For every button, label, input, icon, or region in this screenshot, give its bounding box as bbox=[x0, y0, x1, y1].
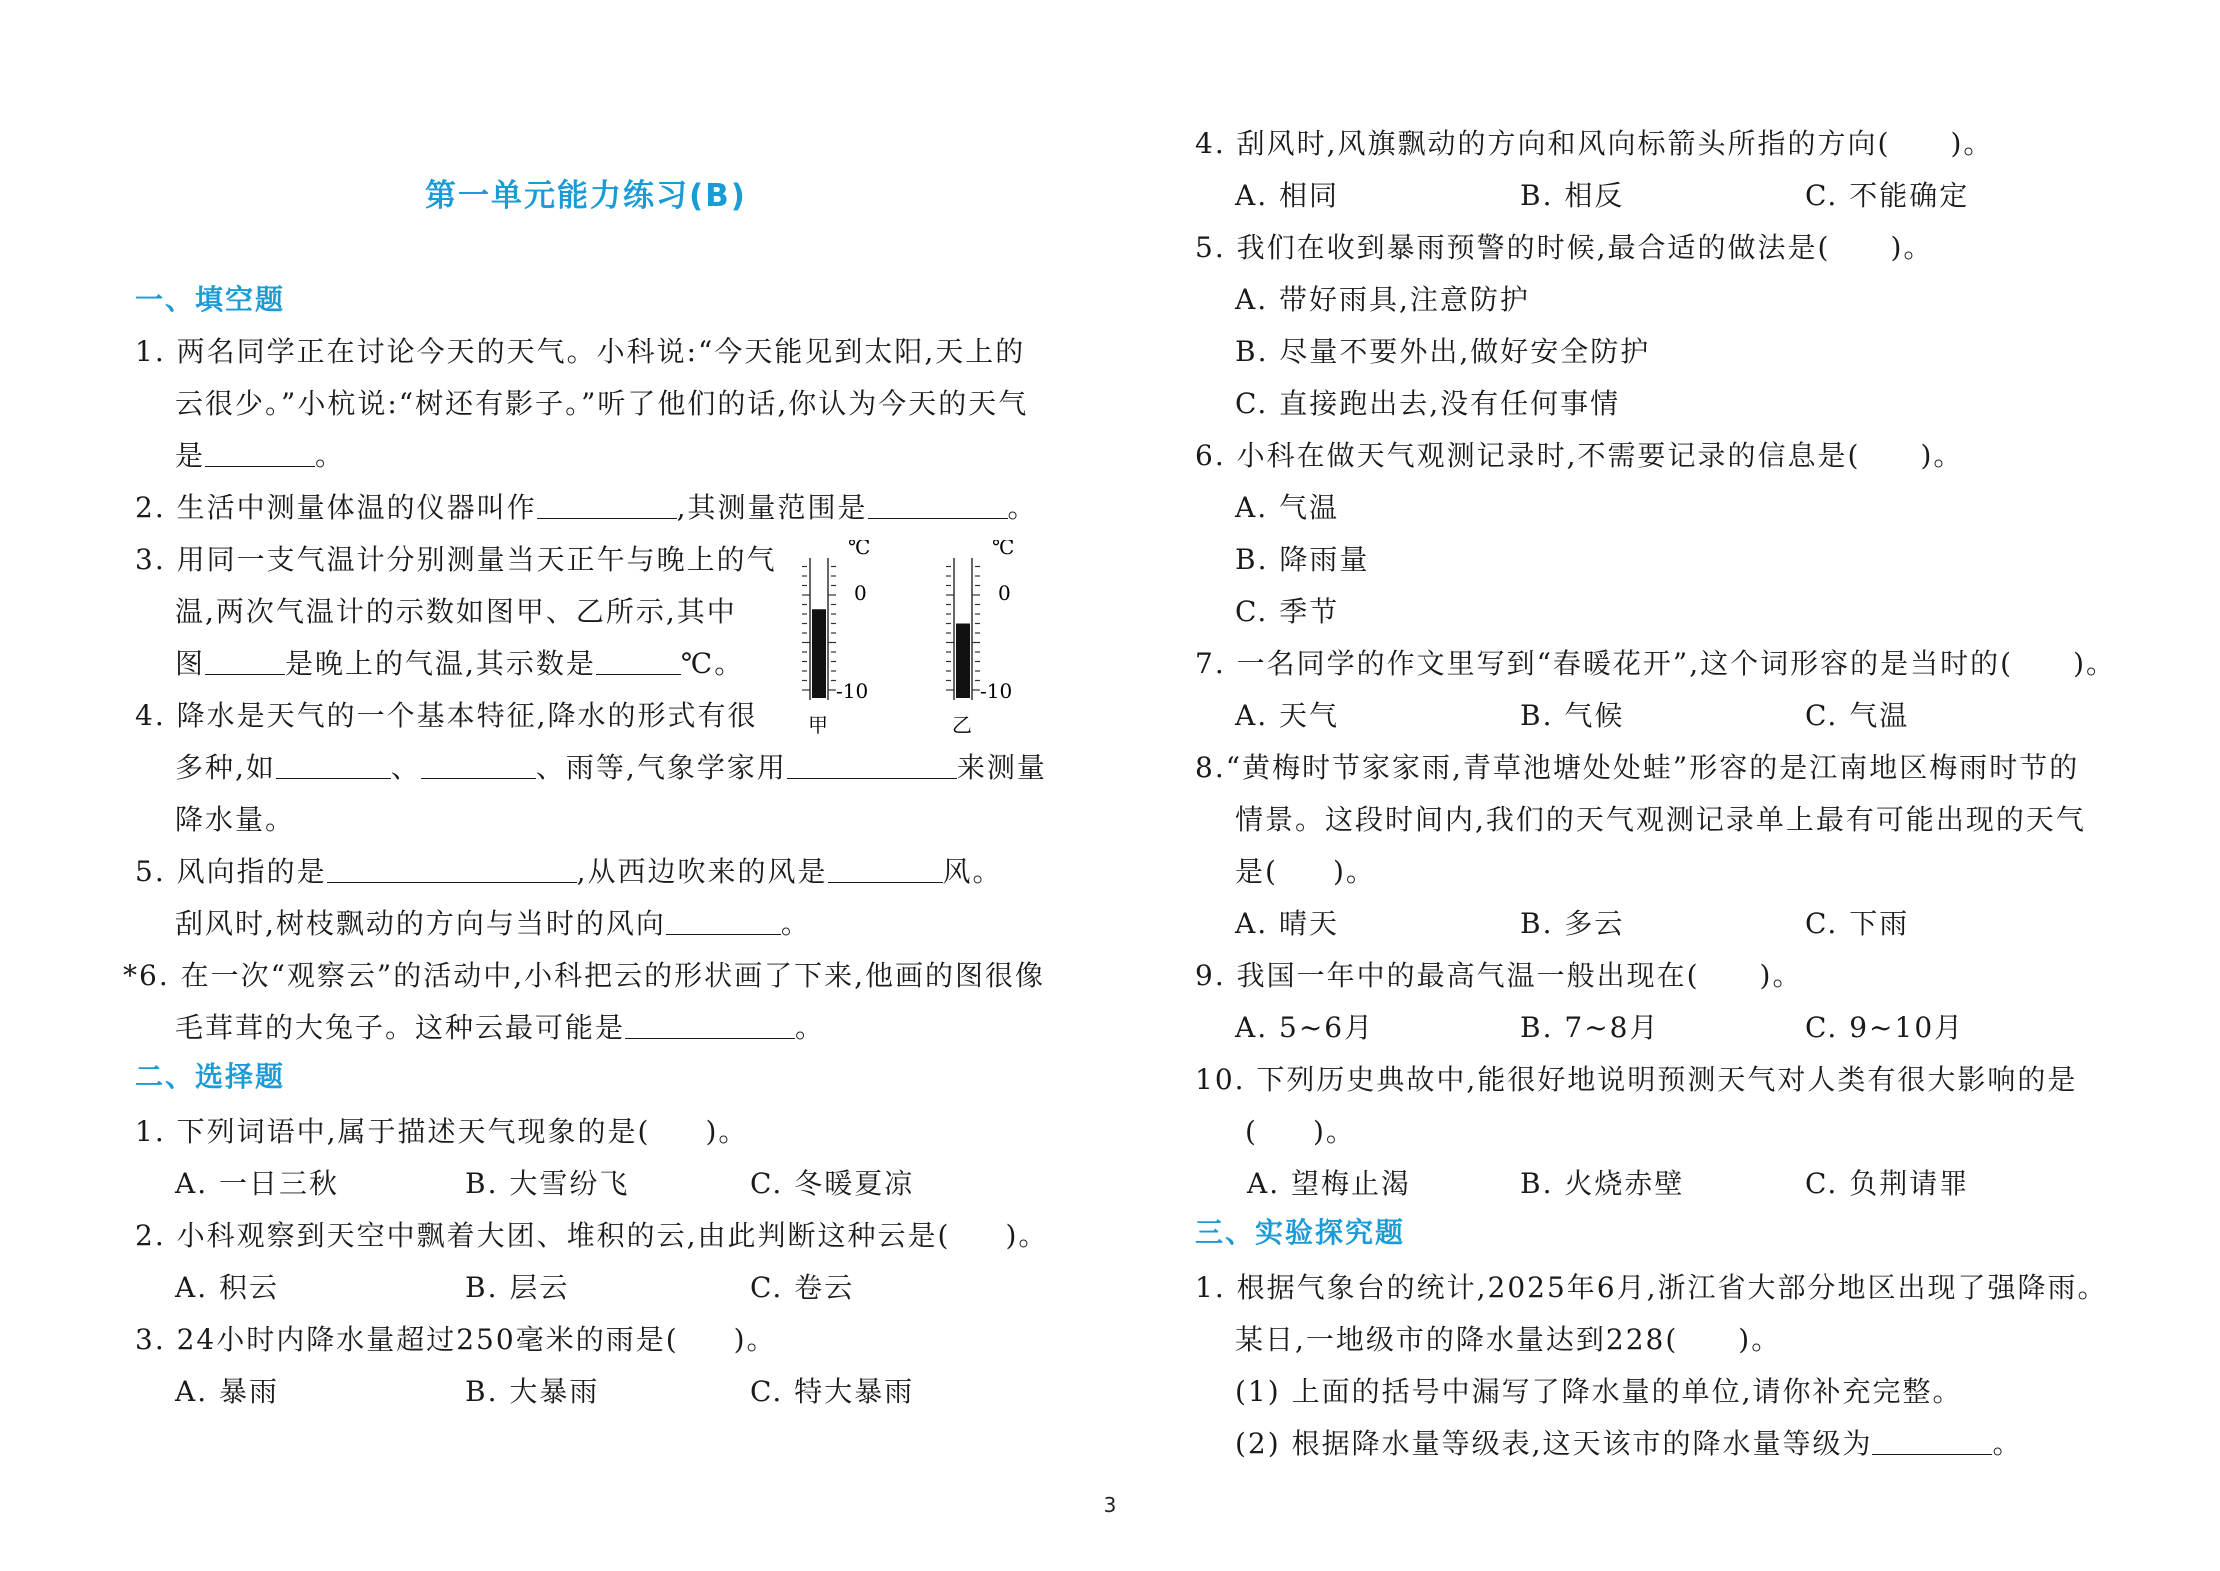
option-c[interactable]: C. 季节 bbox=[1235, 595, 1340, 628]
choice-q1-options bbox=[175, 1167, 1055, 1200]
question-tail: )。 bbox=[2073, 647, 2117, 680]
option-a[interactable]: A. 晴天 bbox=[1235, 907, 1340, 940]
tick-label-zero: 0 bbox=[998, 581, 1011, 605]
tick-label-ten: -10 bbox=[836, 679, 869, 703]
question-tail: )。 bbox=[705, 1115, 749, 1148]
option-b[interactable]: B. 尽量不要外出,做好安全防护 bbox=[1235, 335, 1651, 368]
option-a[interactable]: A. 带好雨具,注意防护 bbox=[1235, 283, 1530, 316]
answer-blank[interactable] bbox=[1872, 1430, 1992, 1455]
unit-label: ℃ bbox=[848, 540, 871, 559]
fill-q1-line3 bbox=[175, 439, 346, 472]
choice-q9-options bbox=[1235, 1011, 2115, 1044]
choice-q1 bbox=[135, 1115, 749, 1148]
mercury-column bbox=[812, 609, 826, 698]
question-text: 是( bbox=[1235, 855, 1278, 888]
option-a[interactable]: A. 望梅止渴 bbox=[1247, 1167, 1412, 1200]
fill-q6-line2 bbox=[175, 1011, 826, 1044]
option-b[interactable]: B. 火烧赤壁 bbox=[1520, 1167, 1685, 1200]
answer-blank[interactable] bbox=[625, 1014, 795, 1039]
question-text: 3. 24小时内降水量超过250毫米的雨是( bbox=[135, 1323, 679, 1356]
question-text: ( bbox=[1245, 1115, 1258, 1148]
choice-q7 bbox=[1195, 647, 2117, 680]
tick-label-zero: 0 bbox=[854, 581, 867, 605]
answer-blank[interactable] bbox=[868, 494, 1008, 519]
option-a[interactable]: A. 气温 bbox=[1235, 491, 1340, 524]
question-tail: )。 bbox=[1738, 1323, 1782, 1356]
option-b[interactable]: B. 降雨量 bbox=[1235, 543, 1370, 576]
experiment-sub1: (1) 上面的括号中漏写了降水量的单位,请你补充完整。 bbox=[1235, 1375, 1963, 1408]
choice-q8-line2: 情景。这段时间内,我们的天气观测记录单上最有可能出现的天气 bbox=[1235, 803, 2086, 836]
question-text: 7. 一名同学的作文里写到“春暖花开”,这个词形容的是当时的( bbox=[1195, 647, 2014, 680]
answer-blank[interactable] bbox=[327, 858, 577, 883]
fill-q4-line2 bbox=[175, 751, 1047, 784]
question-tail: )。 bbox=[1920, 439, 1964, 472]
choice-q5 bbox=[1195, 231, 1934, 264]
fill-period: 。 bbox=[795, 1011, 826, 1044]
option-c[interactable]: C. 不能确定 bbox=[1805, 179, 1970, 212]
fill-q1-text: 是 bbox=[175, 439, 206, 472]
fill-q1-line2: 云很少。”小杭说:“树还有影子。”听了他们的话,你认为今天的天气 bbox=[175, 387, 1029, 420]
option-a[interactable]: A. 一日三秋 bbox=[175, 1167, 340, 1200]
option-c[interactable]: C. 直接跑出去,没有任何事情 bbox=[1235, 387, 1621, 420]
mercury-column bbox=[956, 624, 970, 699]
fill-q3-text-b: 是晚上的气温,其示数是 bbox=[285, 647, 596, 680]
question-text: 某日,一地级市的降水量达到228( bbox=[1235, 1323, 1679, 1356]
answer-blank[interactable] bbox=[205, 442, 315, 467]
answer-blank[interactable] bbox=[596, 650, 681, 675]
option-c[interactable]: C. 气温 bbox=[1805, 699, 1910, 732]
choice-q2 bbox=[135, 1219, 1049, 1252]
answer-blank[interactable] bbox=[666, 910, 781, 935]
choice-q8-line3 bbox=[1235, 855, 1376, 888]
fill-period: 。 bbox=[1007, 491, 1038, 524]
fill-q3-text-a: 图 bbox=[175, 647, 206, 680]
option-b[interactable]: B. 多云 bbox=[1520, 907, 1625, 940]
option-c[interactable]: C. 9~10月 bbox=[1805, 1011, 1965, 1044]
option-a[interactable]: A. 相同 bbox=[1235, 179, 1340, 212]
option-b[interactable]: B. 大雪纷飞 bbox=[465, 1167, 630, 1200]
choice-q10-options bbox=[1247, 1167, 2117, 1200]
option-b[interactable]: B. 相反 bbox=[1520, 179, 1625, 212]
fill-q4-text-b: 、 bbox=[390, 751, 421, 784]
answer-blank[interactable] bbox=[537, 494, 677, 519]
choice-q7-options bbox=[1235, 699, 2115, 732]
tick-label-ten: -10 bbox=[980, 679, 1013, 703]
choice-q4 bbox=[1195, 127, 1994, 160]
option-b[interactable]: B. 大暴雨 bbox=[465, 1375, 600, 1408]
fill-q6-text: 毛茸茸的大兔子。这种云最可能是 bbox=[175, 1011, 626, 1044]
fill-q5-line1 bbox=[135, 855, 1003, 888]
answer-blank[interactable] bbox=[205, 650, 285, 675]
choice-q9 bbox=[1195, 959, 1803, 992]
experiment-q1-line2 bbox=[1235, 1323, 1782, 1356]
question-tail: )。 bbox=[1005, 1219, 1049, 1252]
question-text: 9. 我国一年中的最高气温一般出现在( bbox=[1195, 959, 1700, 992]
choice-q4-options bbox=[1235, 179, 2115, 212]
answer-blank[interactable] bbox=[421, 754, 536, 779]
unit-label: ℃ bbox=[992, 540, 1015, 559]
fill-q3-text-c: ℃。 bbox=[680, 647, 745, 680]
question-text: 5. 我们在收到暴雨预警的时候,最合适的做法是( bbox=[1195, 231, 1831, 264]
section-choice-heading: 二、选择题 bbox=[135, 1060, 286, 1093]
question-tail: )。 bbox=[733, 1323, 777, 1356]
option-b[interactable]: B. 层云 bbox=[465, 1271, 570, 1304]
choice-q3-options bbox=[175, 1375, 1055, 1408]
question-tail: )。 bbox=[1890, 231, 1934, 264]
option-a[interactable]: A. 天气 bbox=[1235, 699, 1340, 732]
question-text: 4. 刮风时,风旗飘动的方向和风向标箭头所指的方向( bbox=[1195, 127, 1891, 160]
answer-blank[interactable] bbox=[828, 858, 943, 883]
fill-q4-text-a: 多种,如 bbox=[175, 751, 276, 784]
fill-q4-line1: 4. 降水是天气的一个基本特征,降水的形式有很 bbox=[135, 699, 758, 732]
fill-period: 。 bbox=[780, 907, 811, 940]
experiment-q1-line1: 1. 根据气象台的统计,2025年6月,浙江省大部分地区出现了强降雨。 bbox=[1195, 1271, 2108, 1304]
fill-q3-line2: 温,两次气温计的示数如图甲、乙所示,其中 bbox=[175, 595, 737, 628]
option-b[interactable]: B. 气候 bbox=[1520, 699, 1625, 732]
thermometer-b bbox=[946, 540, 1014, 737]
question-tail: )。 bbox=[1332, 855, 1376, 888]
question-tail: )。 bbox=[1759, 959, 1803, 992]
answer-blank[interactable] bbox=[787, 754, 957, 779]
fill-q4-line3: 降水量。 bbox=[175, 803, 296, 836]
option-a[interactable]: A. 积云 bbox=[175, 1271, 280, 1304]
label-jia: 甲 bbox=[808, 713, 828, 737]
option-c[interactable]: C. 特大暴雨 bbox=[750, 1375, 915, 1408]
choice-q8-options bbox=[1235, 907, 2115, 940]
question-text: (2) 根据降水量等级表,这天该市的降水量等级为 bbox=[1235, 1427, 1873, 1460]
fill-q3-line3 bbox=[175, 647, 745, 680]
fill-q1-line1: 1. 两名同学正在讨论今天的天气。小科说:“今天能见到太阳,天上的 bbox=[135, 335, 1026, 368]
choice-q3 bbox=[135, 1323, 777, 1356]
option-c[interactable]: C. 冬暖夏凉 bbox=[750, 1167, 915, 1200]
fill-period: 。 bbox=[315, 439, 346, 472]
fill-q5-text-a: 5. 风向指的是 bbox=[135, 855, 327, 888]
fill-q5-text-d: 刮风时,树枝飘动的方向与当时的风向 bbox=[175, 907, 666, 940]
option-c[interactable]: C. 下雨 bbox=[1805, 907, 1910, 940]
question-text: 6. 小科在做天气观测记录时,不需要记录的信息是( bbox=[1195, 439, 1861, 472]
choice-q6 bbox=[1195, 439, 1964, 472]
option-a[interactable]: A. 5~6月 bbox=[1235, 1011, 1375, 1044]
label-yi: 乙 bbox=[952, 713, 972, 737]
fill-q4-text-d: 来测量 bbox=[956, 751, 1047, 784]
option-c[interactable]: C. 卷云 bbox=[750, 1271, 855, 1304]
question-text: 2. 小科观察到天空中飘着大团、堆积的云,由此判断这种云是( bbox=[135, 1219, 951, 1252]
section-fill-heading: 一、填空题 bbox=[135, 283, 286, 316]
option-c[interactable]: C. 负荆请罪 bbox=[1805, 1167, 1970, 1200]
thermometer-figure bbox=[780, 540, 1030, 750]
choice-q10-line2 bbox=[1245, 1115, 1356, 1148]
fill-q5-text-c: 风。 bbox=[942, 855, 1003, 888]
fill-q6-line1: *6. 在一次“观察云”的活动中,小科把云的形状画了下来,他画的图很像 bbox=[123, 959, 1046, 992]
answer-blank[interactable] bbox=[276, 754, 391, 779]
fill-q5-line2 bbox=[175, 907, 811, 940]
fill-q2 bbox=[135, 491, 1038, 524]
thermometer-a bbox=[802, 540, 870, 737]
question-tail: )。 bbox=[1312, 1115, 1356, 1148]
fill-q4-text-c: 、雨等,气象学家用 bbox=[535, 751, 787, 784]
choice-q2-options bbox=[175, 1271, 1055, 1304]
option-b[interactable]: B. 7~8月 bbox=[1520, 1011, 1660, 1044]
question-tail: )。 bbox=[1950, 127, 1994, 160]
option-a[interactable]: A. 暴雨 bbox=[175, 1375, 280, 1408]
fill-q5-text-b: ,从西边吹来的风是 bbox=[576, 855, 828, 888]
fill-q3-line1: 3. 用同一支气温计分别测量当天正午与晚上的气 bbox=[135, 543, 777, 576]
fill-period: 。 bbox=[1992, 1427, 2023, 1460]
question-text: 1. 下列词语中,属于描述天气现象的是( bbox=[135, 1115, 651, 1148]
section-experiment-heading: 三、实验探究题 bbox=[1195, 1216, 1406, 1249]
fill-q2-text-a: 2. 生活中测量体温的仪器叫作 bbox=[135, 491, 537, 524]
page-number: 3 bbox=[1103, 1493, 1117, 1517]
choice-q8-line1: 8.“黄梅时节家家雨,青草池塘处处蛙”形容的是江南地区梅雨时节的 bbox=[1195, 751, 2080, 784]
fill-q2-text-b: ,其测量范围是 bbox=[676, 491, 868, 524]
page-title: 第一单元能力练习(B) bbox=[425, 178, 747, 214]
experiment-sub2 bbox=[1235, 1427, 2023, 1460]
choice-q10-line1: 10. 下列历史典故中,能很好地说明预测天气对人类有很大影响的是 bbox=[1195, 1063, 2078, 1096]
